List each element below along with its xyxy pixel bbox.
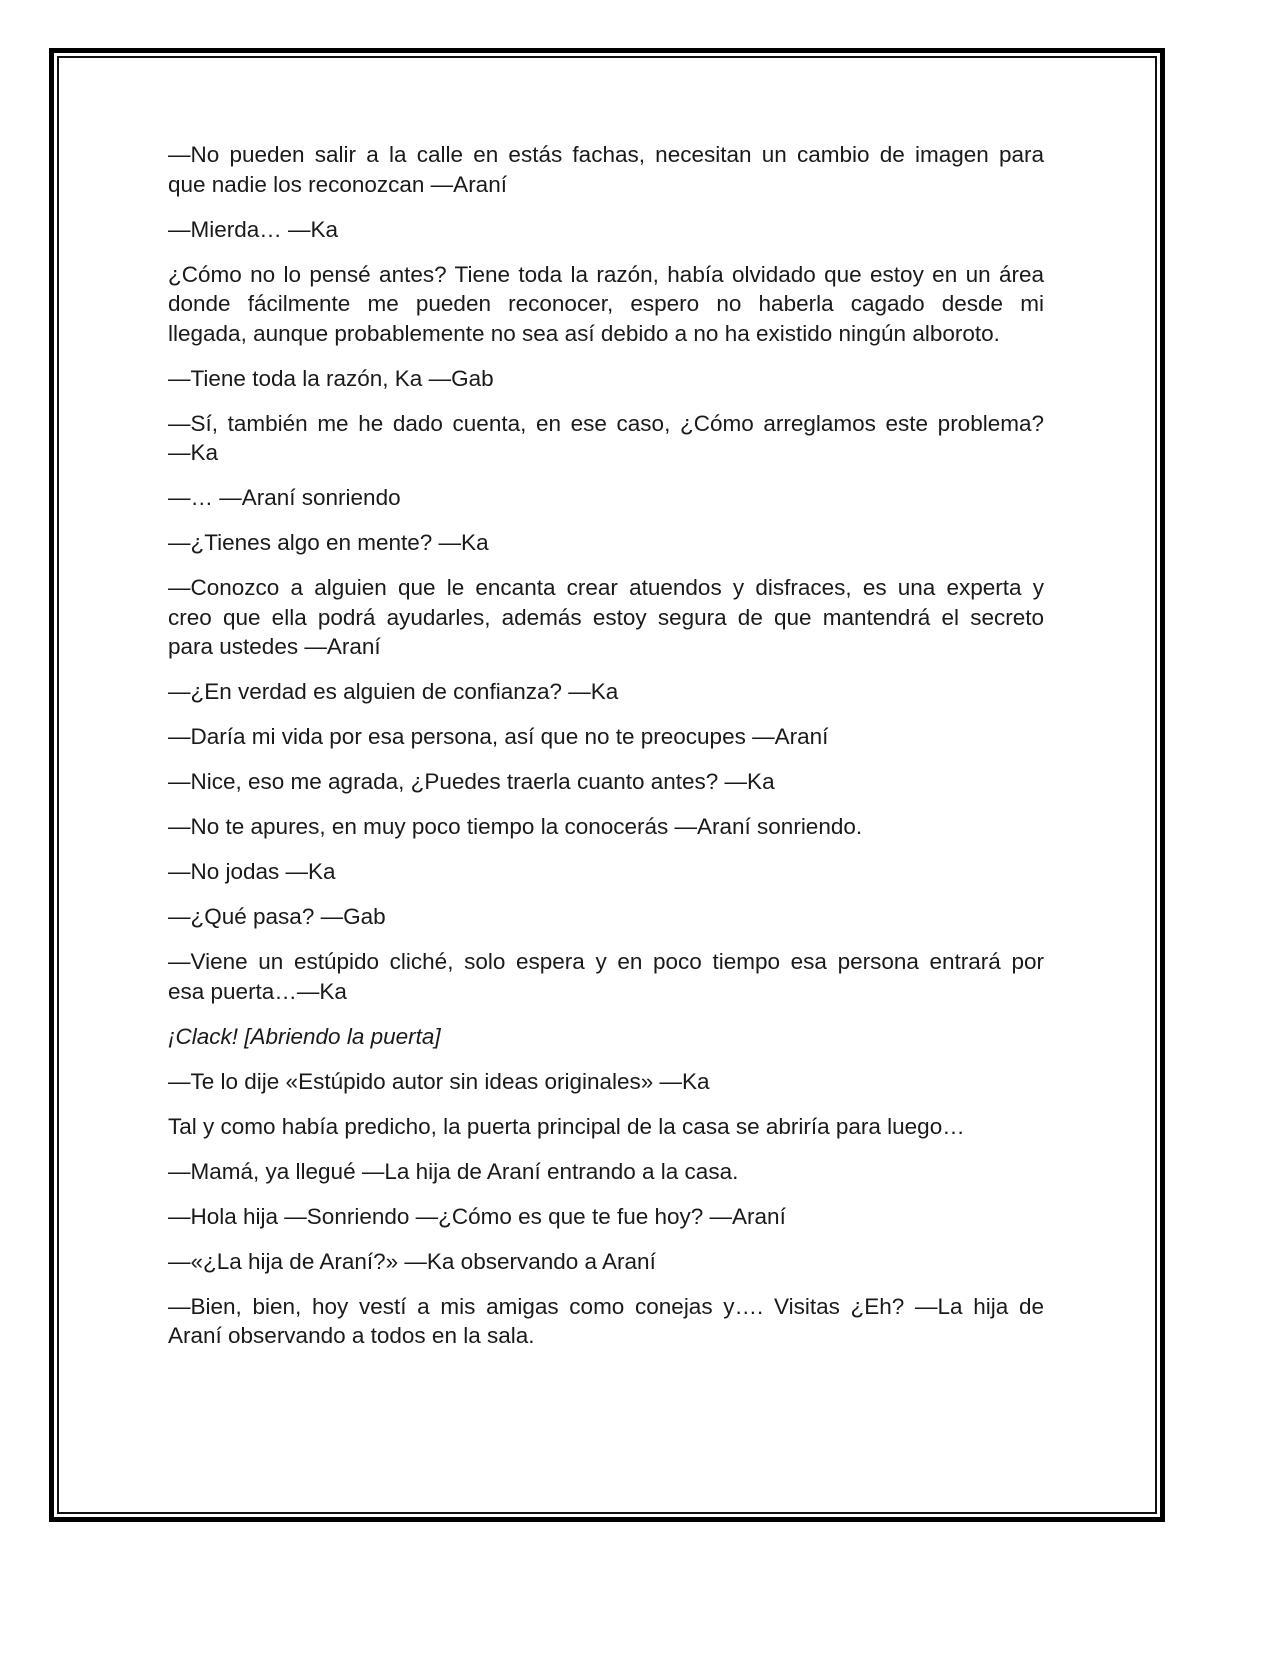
paragraph <box>168 409 1044 468</box>
paragraph <box>168 722 1044 752</box>
paragraph <box>168 677 1044 707</box>
text-line: —Hola hija —Sonriendo —¿Cómo es que te fue hoy? —Araní <box>168 1203 786 1229</box>
paragraph <box>168 140 1044 199</box>
text-line: —No te apures, en muy poco tiempo la conocerás —Araní sonriendo. <box>168 814 863 839</box>
sound-effect-paragraph <box>168 1022 1044 1052</box>
text-line: creo que ella podrá ayudarles, además estoy segura de que mantendrá el secreto <box>168 604 1044 630</box>
paragraph <box>168 902 1044 932</box>
text-line: ¿Cómo no lo pensé antes? Tiene toda la razón, había olvidado que estoy en un área <box>168 261 1044 287</box>
text-line: —Viene un estúpido cliché, solo espera y en poco tiempo esa persona entrará por <box>168 949 1044 974</box>
text-line: —Mamá, ya llegué —La hija de Araní entrando a la casa. <box>168 1158 739 1184</box>
text-line: —Sí, también me he dado cuenta, en ese caso, ¿Cómo arreglamos este problema? <box>168 410 1044 436</box>
text-line: —¿Qué pasa? —Gab <box>168 904 386 929</box>
text-line: esa puerta…—Ka <box>168 978 347 1004</box>
paragraph <box>168 1202 1044 1232</box>
text-line: ¡Clack! [Abriendo la puerta] <box>168 1023 441 1049</box>
text-line: —Conozco a alguien que le encanta crear atuendos y disfraces, es una experta y <box>168 575 1044 600</box>
text-line: —Ka <box>168 440 219 465</box>
text-line: donde fácilmente me pueden reconocer, espero no haberla cagado desde mi <box>168 291 1044 316</box>
paragraph <box>168 1247 1044 1277</box>
paragraph <box>168 573 1044 662</box>
document-body <box>168 140 1044 1366</box>
text-line: —No jodas —Ka <box>168 859 336 884</box>
text-line: llegada, aunque probablemente no sea así debido a no ha existido ningún alboroto. <box>168 320 1000 346</box>
text-line: —… —Araní sonriendo <box>168 485 401 510</box>
paragraph <box>168 364 1044 394</box>
text-line: que nadie los reconozcan —Araní <box>168 171 507 197</box>
text-line: —¿En verdad es alguien de confianza? —Ka <box>168 679 619 704</box>
paragraph <box>168 483 1044 513</box>
paragraph <box>168 260 1044 349</box>
paragraph <box>168 1157 1044 1187</box>
paragraph <box>168 1112 1044 1142</box>
text-line: —No pueden salir a la calle en estás fachas, necesitan un cambio de imagen para <box>168 142 1044 167</box>
paragraph <box>168 767 1044 797</box>
text-line: Araní observando a todos en la sala. <box>168 1323 535 1348</box>
text-line: —Daría mi vida por esa persona, así que no te preocupes —Araní <box>168 724 829 749</box>
text-line: —Mierda… —Ka <box>168 216 339 242</box>
text-line: para ustedes —Araní <box>168 634 381 659</box>
text-line: —Bien, bien, hoy vestí a mis amigas como conejas y…. Visitas ¿Eh? —La hija de <box>168 1293 1044 1319</box>
text-line: —«¿La hija de Araní?» —Ka observando a Araní <box>168 1248 656 1274</box>
text-line: Tal y como había predicho, la puerta principal de la casa se abriría para luego… <box>168 1113 965 1139</box>
paragraph <box>168 947 1044 1006</box>
paragraph <box>168 1067 1044 1097</box>
text-line: —Nice, eso me agrada, ¿Puedes traerla cuanto antes? —Ka <box>168 769 775 794</box>
text-line: —¿Tienes algo en mente? —Ka <box>168 530 489 555</box>
text-line: —Te lo dije «Estúpido autor sin ideas originales» —Ka <box>168 1068 710 1094</box>
text-line: —Tiene toda la razón, Ka —Gab <box>168 365 494 391</box>
paragraph <box>168 857 1044 887</box>
paragraph <box>168 215 1044 245</box>
paragraph <box>168 812 1044 842</box>
paragraph <box>168 528 1044 558</box>
paragraph <box>168 1292 1044 1351</box>
